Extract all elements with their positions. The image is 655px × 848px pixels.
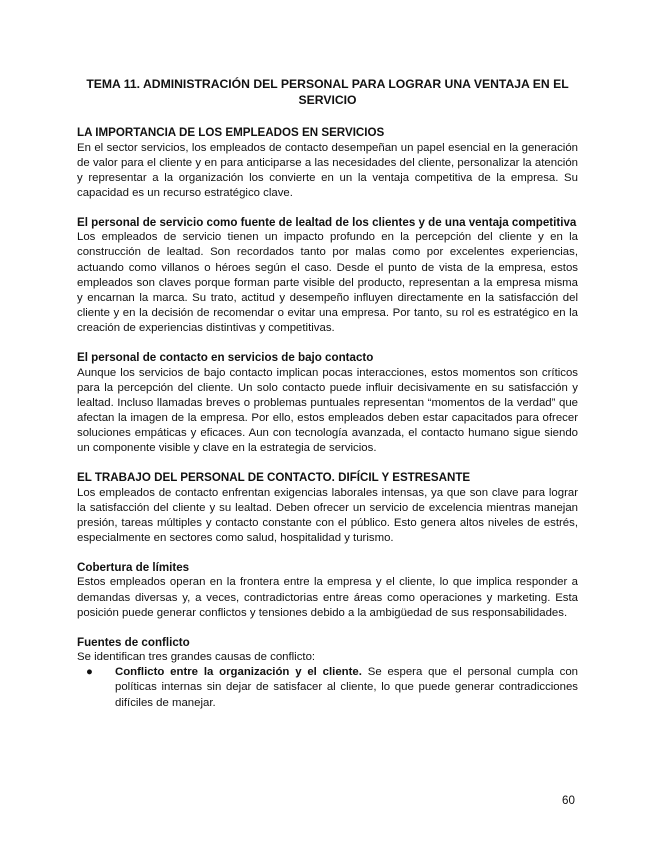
- section-conflict-sources: [77, 636, 578, 711]
- section-heading: LA IMPORTANCIA DE LOS EMPLEADOS EN SERVICIOS: [77, 126, 385, 139]
- page-title: TEMA 11. ADMINISTRACIÓN DEL PERSONAL PARA LOGRAR UNA VENTAJA EN EL SERVICIO: [86, 77, 569, 107]
- list-item-text: Se espera que el personal cumpla con políticas internas sin dejar de satisfacer al cliente, lo que puede generar contradicciones difíciles de manejar.: [115, 666, 579, 709]
- section-body: Aunque los servicios de bajo contacto implican pocas interacciones, estos momentos son críticos para la percepción del cliente. Un solo contacto puede influir decisivamente en su satisfacción y lealtad. Incluso llamadas breves o problemas puntuales representan “momentos de la verdad” que afectan la imagen de la empresa. Por ello, estos empleados deben estar capacitados para ofrecer soluciones empáticas y eficaces. Aun con tecnología avanzada, el contacto humano sigue siendo un componente visible y clave en la estrategia de servicios.: [77, 366, 578, 454]
- list-item-title: Conflicto entre la organización y el cliente.: [115, 666, 362, 679]
- bullet-icon: ●: [86, 666, 93, 679]
- section-heading: Cobertura de límites: [77, 560, 190, 574]
- section-heading: EL TRABAJO DEL PERSONAL DE CONTACTO. DIFÍCIL Y ESTRESANTE: [77, 471, 471, 485]
- section-heading: El personal de servicio como fuente de lealtad de los clientes y de una ventaja competitiva: [77, 215, 577, 229]
- section-importance: [77, 126, 578, 201]
- section-body: Se identifican tres grandes causas de conflicto:: [77, 651, 316, 664]
- page-content: [77, 76, 578, 711]
- section-body: Los empleados de contacto enfrentan exigencias laborales intensas, ya que son clave para lograr la satisfacción del cliente y su lealtad. Deben ofrecer un servicio de excelencia mientras manejan presión, tareas múltiples y contacto constante con el público. Esto genera altos niveles de estrés, especialmente en sectores como salud, hospitalidad y turismo.: [77, 486, 578, 544]
- section-body: Los empleados de servicio tienen un impacto profundo en la percepción del cliente y en la construcción de lealtad. Son recordados tanto por malas como por excelentes experiencias, actuando como villanos o héroes según el caso. Desde el punto de vista de la empresa, estos empleados son claves porque forman parte visible del producto, representan a la empresa misma y encarnan la marca. Su trato, actitud y desempeño influyen directamente en la satisfacción del cliente y en la decisión de recomendar o evitar una empresa. Por tanto, su rol es estratégico en la creación de experiencias distintivas y competitivas.: [77, 231, 578, 334]
- section-heading: El personal de contacto en servicios de bajo contacto: [77, 351, 374, 365]
- section-low-contact: [77, 351, 578, 456]
- list-item: [86, 665, 579, 710]
- page-number: 60: [562, 794, 575, 807]
- section-heading: Fuentes de conflicto: [77, 635, 190, 649]
- section-boundary-spanning: [77, 561, 578, 621]
- conflict-list: [77, 665, 578, 710]
- section-stressful-work: [77, 471, 578, 546]
- section-loyalty: [77, 216, 578, 336]
- section-body: En el sector servicios, los empleados de contacto desempeñan un papel esencial en la generación de valor para el cliente y en para anticiparse a las necesidades del cliente, personalizar la atención y representar a la organización los convierte en un la ventaja competitiva de la empresa. Su capacidad es un recurso estratégico clave.: [77, 141, 578, 199]
- section-body: Estos empleados operan en la frontera entre la empresa y el cliente, lo que implica responder a demandas diversas y, a veces, contradictorias entre áreas como operaciones y marketing. Esta posición puede generar conflictos y tensiones debido a la ambigüedad de sus responsabilidades.: [77, 576, 578, 619]
